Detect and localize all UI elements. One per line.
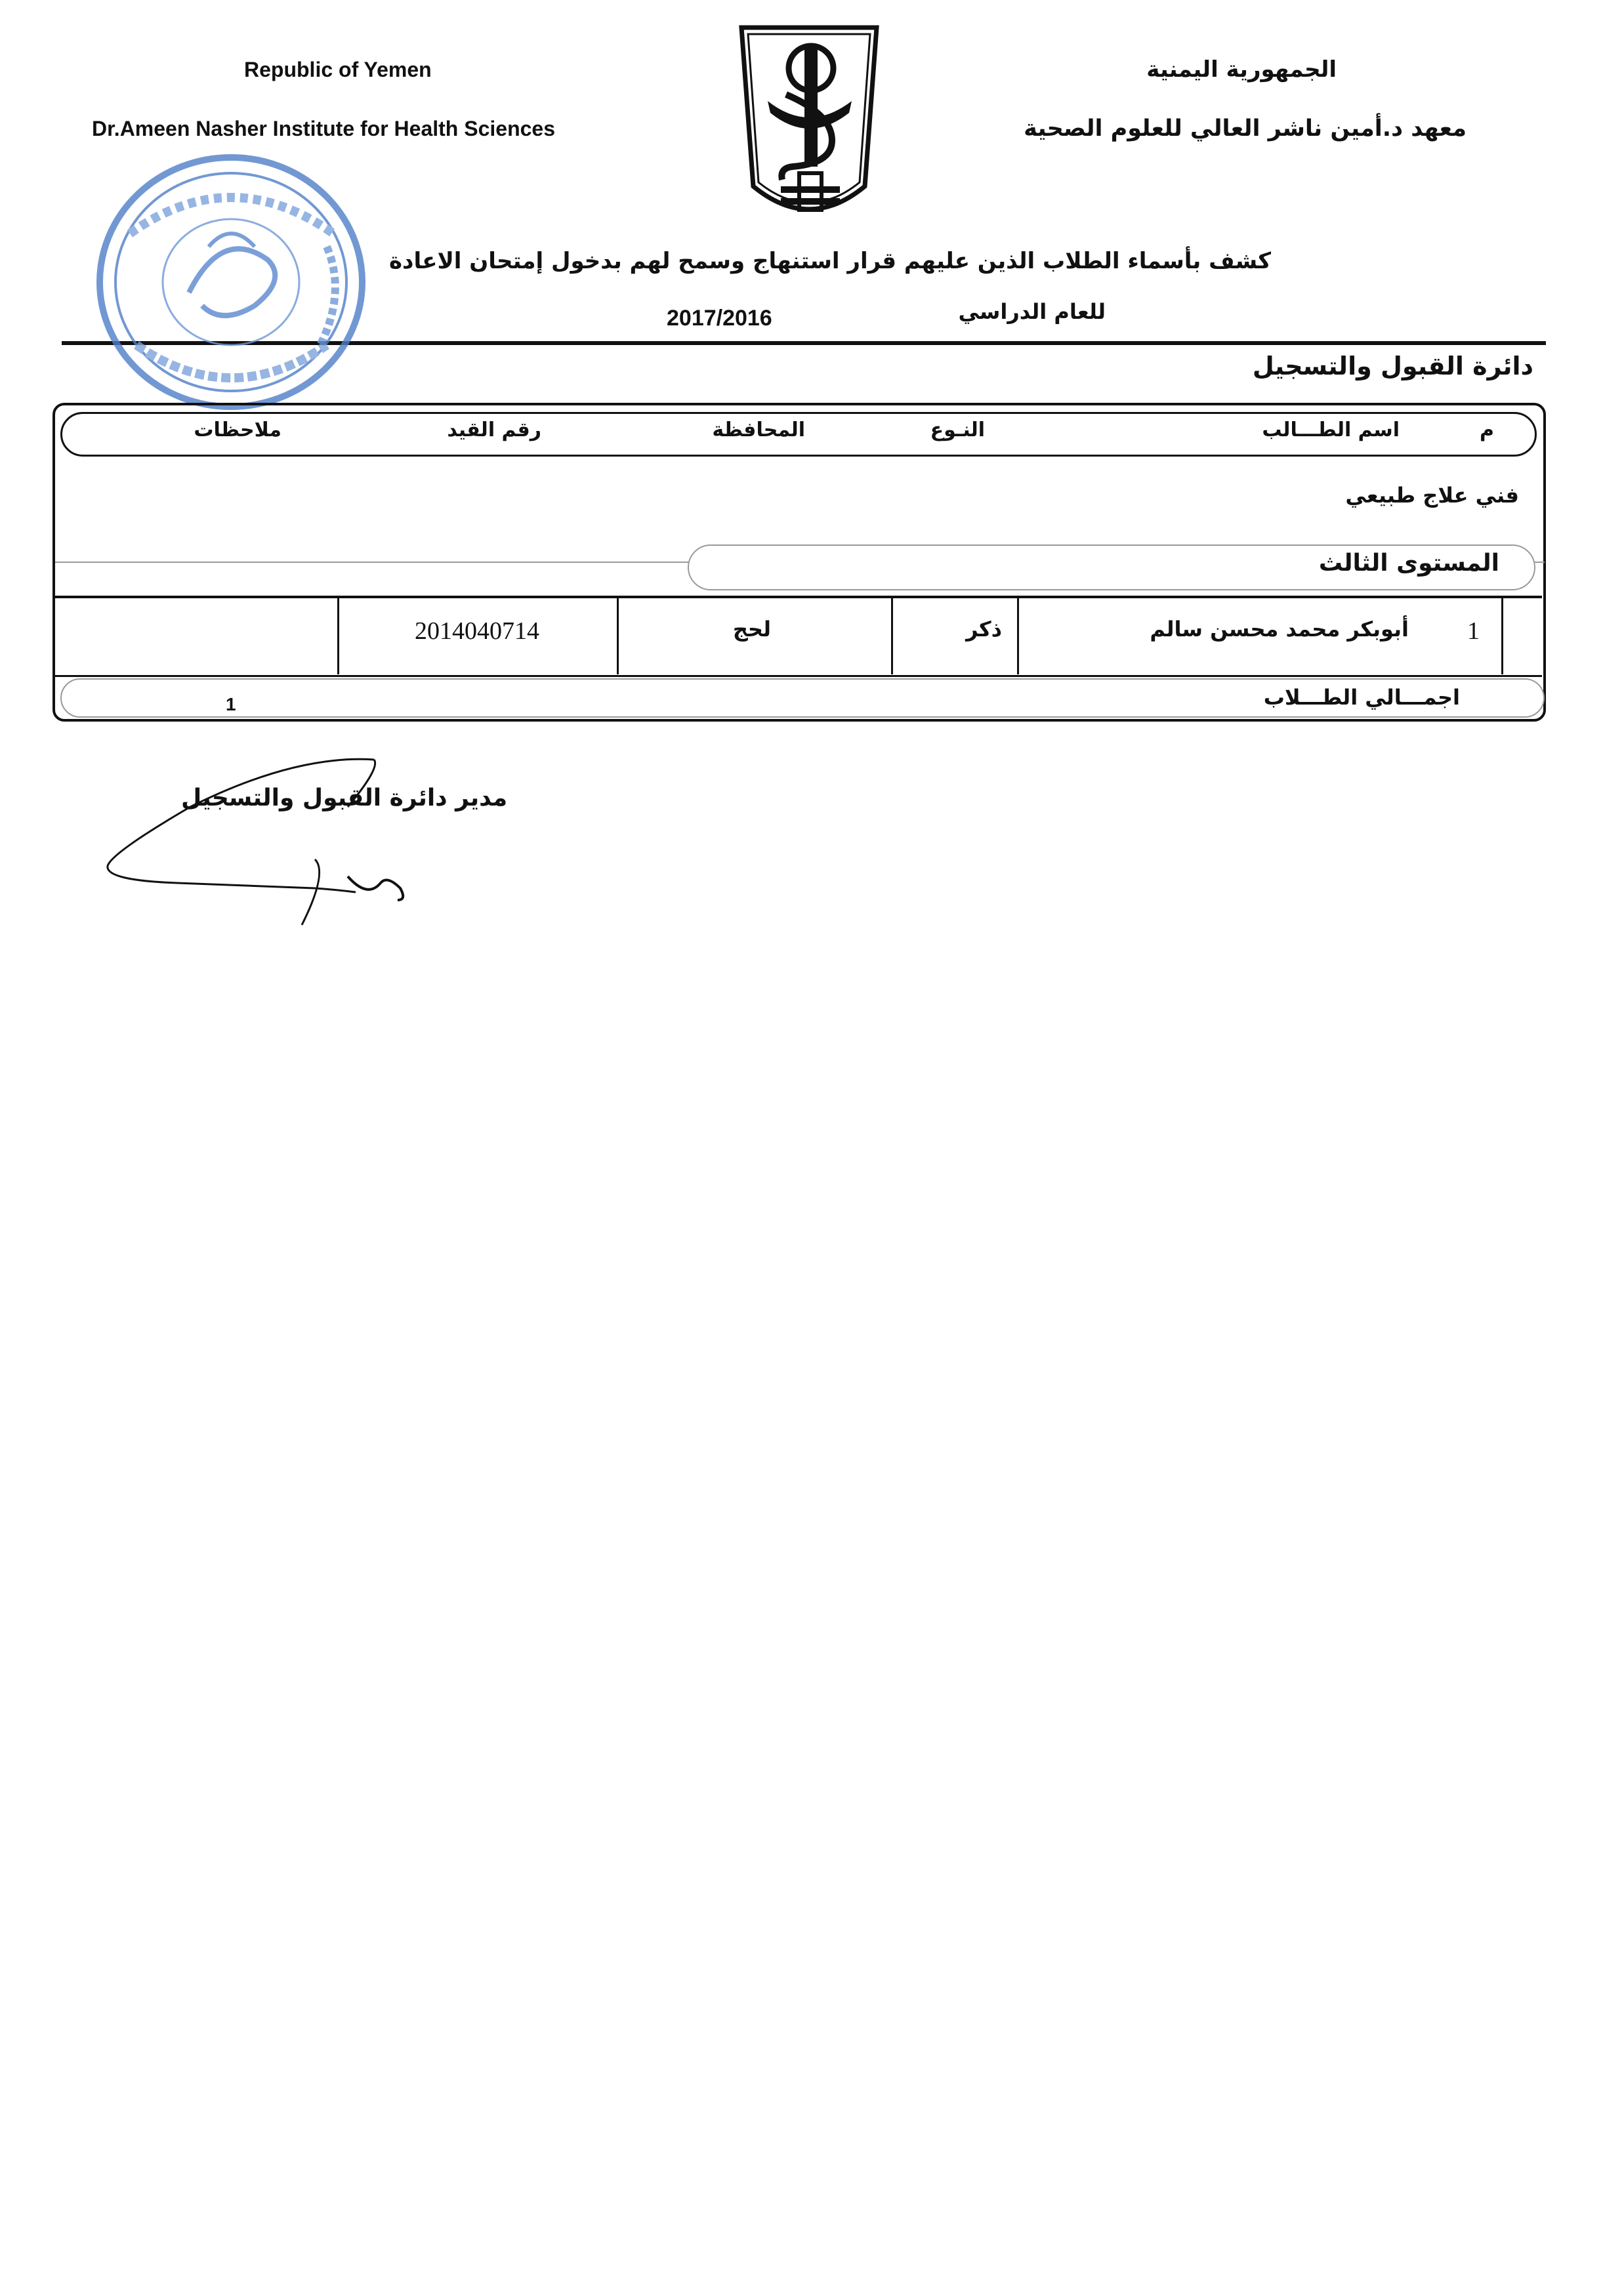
- institute-stamp-icon: [91, 148, 371, 416]
- department-name: دائرة القبول والتسجيل: [1252, 352, 1533, 380]
- academic-year-value: 2017/2016: [667, 306, 772, 331]
- row-governorate: لحج: [732, 617, 771, 642]
- document-title: كشف بأسماء الطلاب الذين عليهم قرار استنهاج وسمح لهم بدخول إمتحان الاعادة: [388, 248, 1271, 274]
- academic-year-label: للعام الدراسي: [958, 299, 1106, 324]
- institute-logo-icon: [734, 22, 885, 236]
- total-students-value: 1: [226, 694, 236, 714]
- republic-name-ar: الجمهورية اليمنية: [1146, 56, 1337, 83]
- row-registration-number: 2014040714: [415, 617, 539, 645]
- column-header-registration: رقم القيد: [447, 419, 541, 441]
- institute-name-ar: معهد د.أمين ناشر العالي للعلوم الصحية: [1024, 115, 1467, 142]
- republic-name-en: Republic of Yemen: [244, 58, 432, 81]
- cell-divider: [1501, 598, 1503, 674]
- signatory-title: مدير دائرة القبول والتسجيل: [181, 785, 508, 811]
- level-label: المستوى الثالث: [1318, 550, 1499, 577]
- row-student-name: أبوبكر محمد محسن سالم: [1150, 617, 1409, 642]
- column-header-notes: ملاحظات: [194, 419, 281, 441]
- column-header-name: اسم الطـــالب: [1262, 419, 1400, 441]
- cell-divider: [1017, 598, 1019, 674]
- cell-divider: [891, 598, 893, 674]
- column-header-gender: النـوع: [930, 419, 985, 441]
- row-gender: ذكر: [966, 617, 1002, 642]
- total-students-label: اجمـــالي الطـــلاب: [1263, 685, 1460, 710]
- cell-divider: [617, 598, 619, 674]
- column-header-index: م: [1480, 419, 1494, 441]
- institute-name-en: Dr.Ameen Nasher Institute for Health Sciences: [92, 117, 555, 140]
- signature-icon: [98, 728, 427, 938]
- row-index: 1: [1467, 617, 1480, 645]
- specialty-label: فني علاج طبيعي: [1345, 483, 1519, 508]
- cell-divider: [337, 598, 339, 674]
- column-header-governorate: المحافظة: [712, 419, 805, 441]
